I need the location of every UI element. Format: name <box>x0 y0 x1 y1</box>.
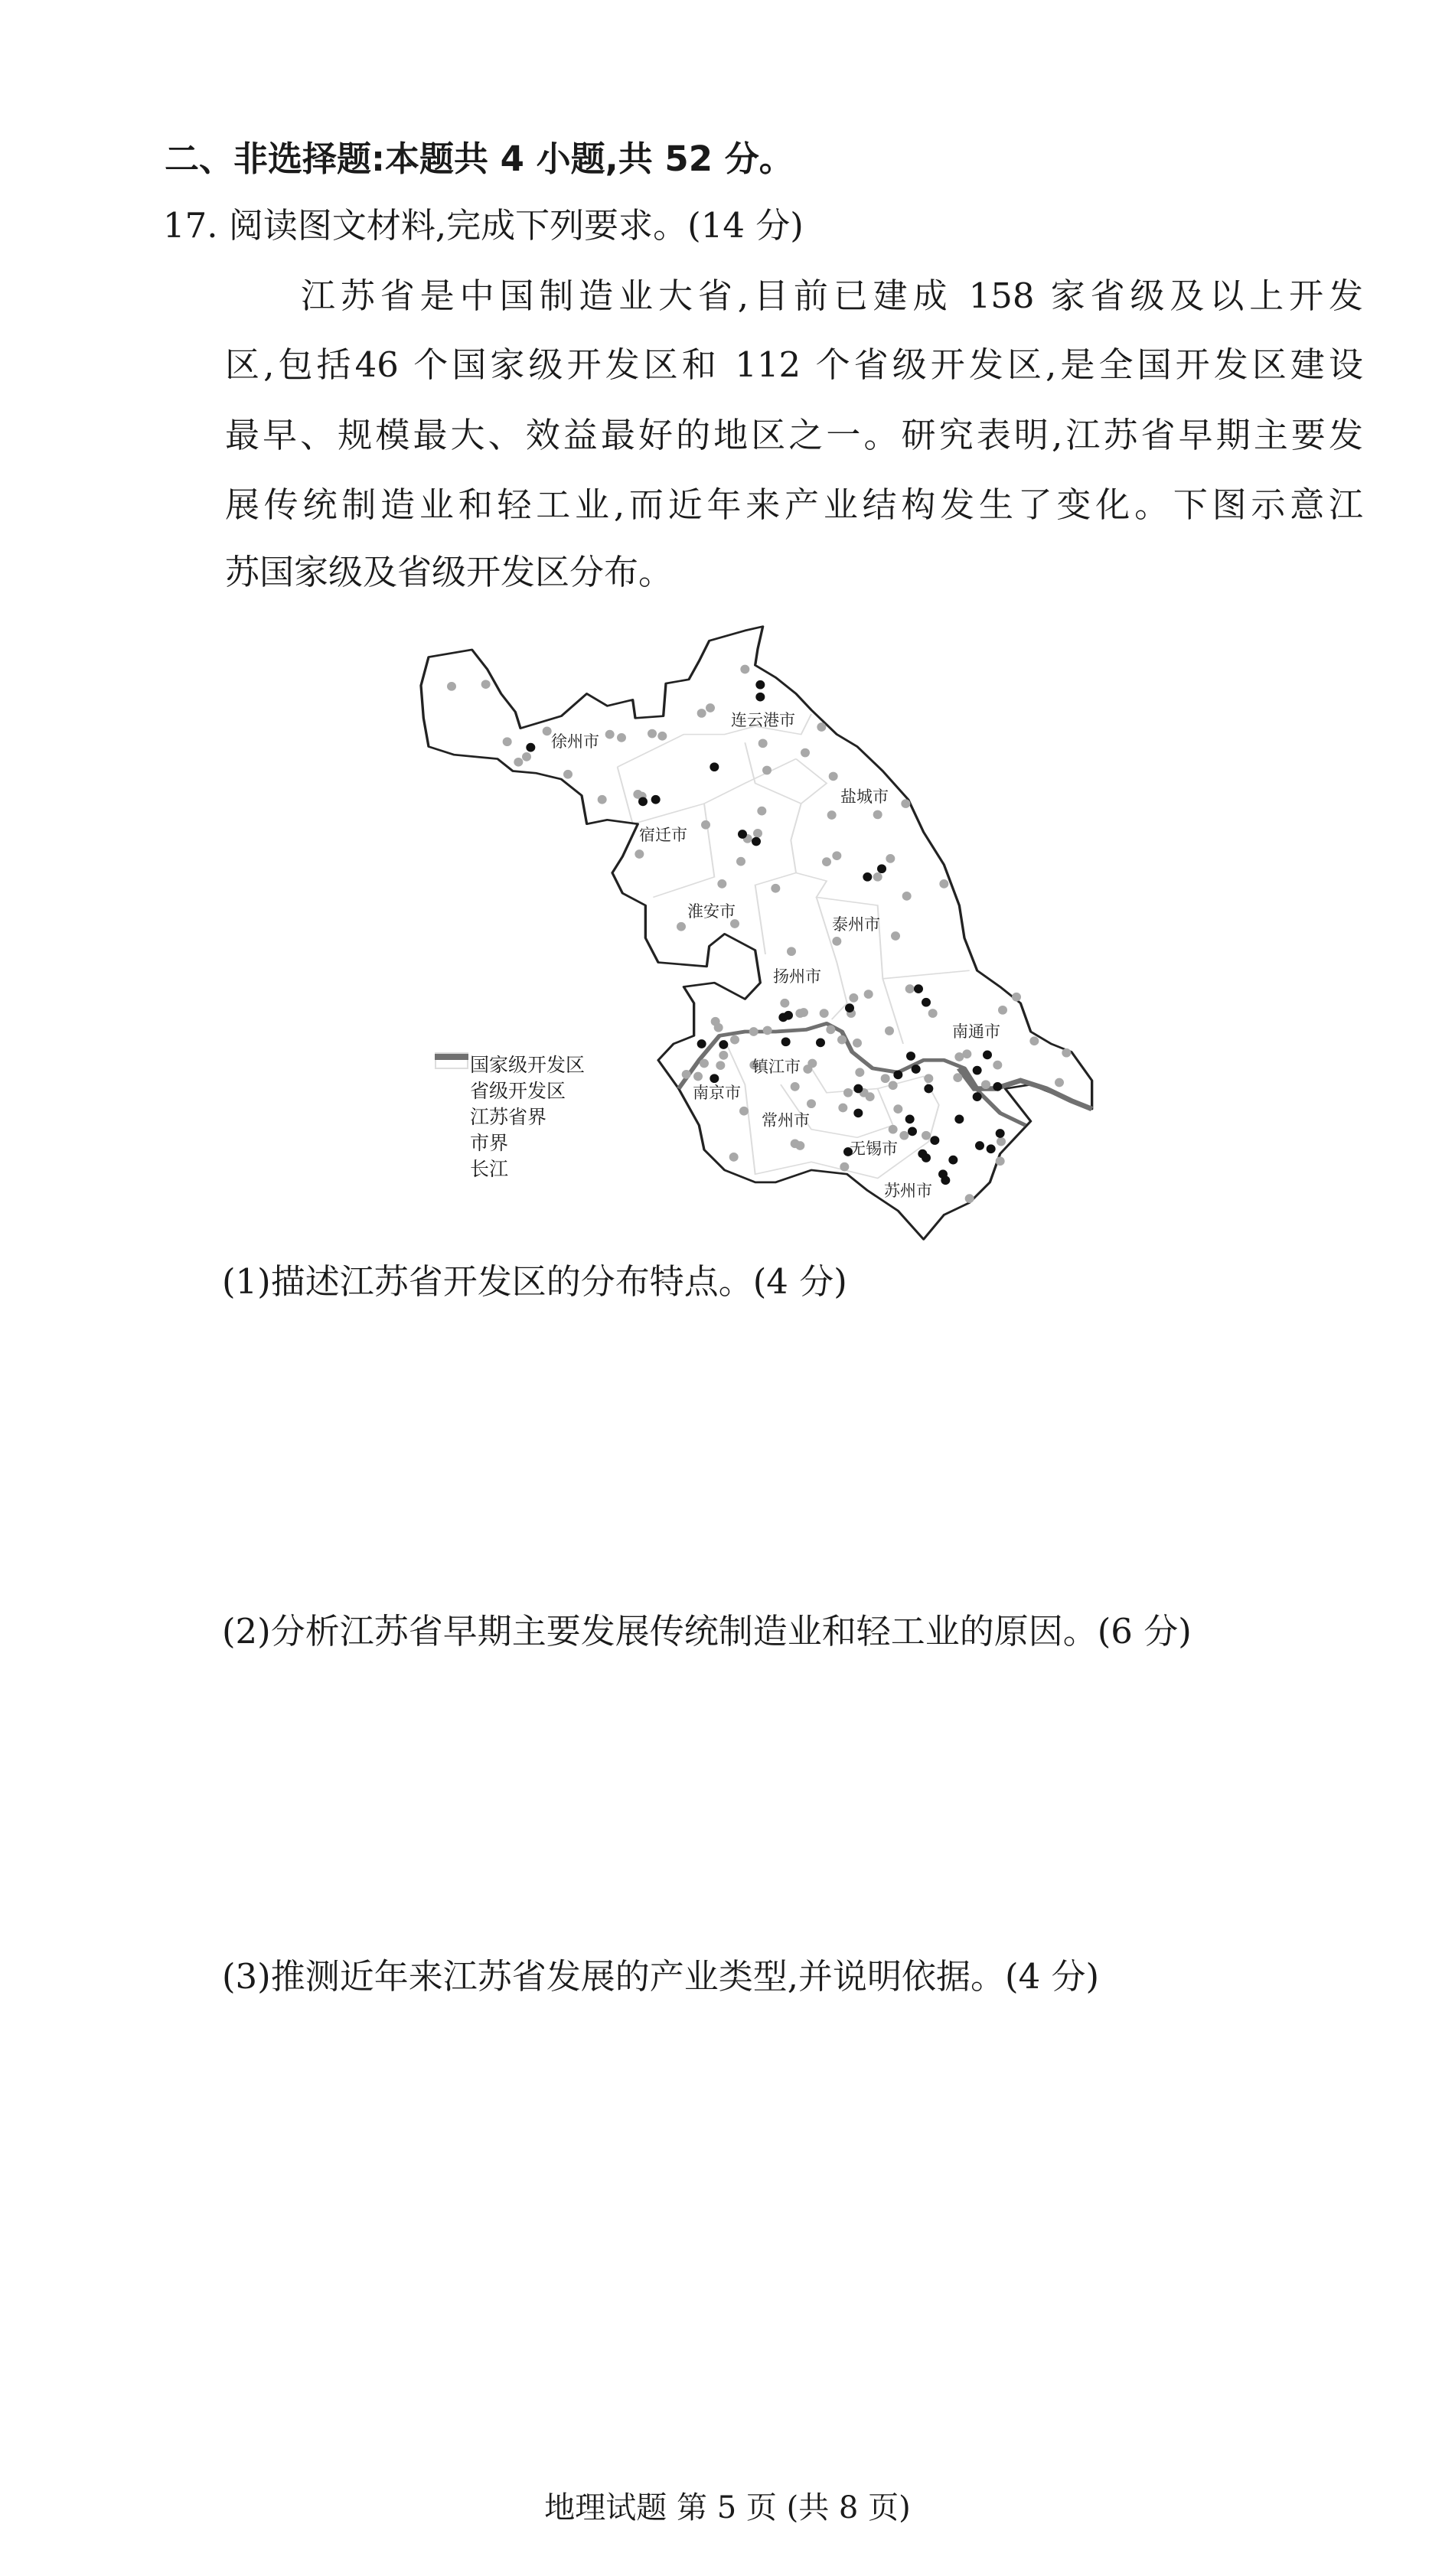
provincial-zone-dot <box>717 879 726 889</box>
legend-label: 江苏省界 <box>470 1106 547 1128</box>
city-label-wuxi: 无锡市 <box>850 1140 898 1158</box>
provincial-zone-dot <box>729 1153 739 1162</box>
provincial-zone-dot <box>922 1131 931 1140</box>
provincial-zone-dot <box>522 752 531 761</box>
provincial-zone-dot <box>714 1023 723 1032</box>
national-zone-dot <box>987 1144 996 1153</box>
provincial-zone-dot <box>817 722 826 732</box>
provincial-zone-dot <box>829 772 838 781</box>
legend-label: 省级开发区 <box>470 1080 566 1102</box>
provincial-zone-dot <box>706 703 715 712</box>
national-zone-dot <box>908 1127 917 1136</box>
national-zone-dot <box>755 693 765 702</box>
paragraph-line: 展传统制造业和轻工业,而近年来产业结构发生了变化。下图示意江 <box>225 484 1363 525</box>
yangtze-estuary <box>959 1068 1091 1109</box>
national-zone-dot <box>651 795 661 804</box>
provincial-zone-dot <box>617 733 626 742</box>
provincial-zone-dot <box>758 739 768 748</box>
city-border <box>796 873 970 979</box>
national-zone-dot <box>752 837 761 846</box>
provincial-zone-dot <box>832 937 841 946</box>
provincial-zone-dot <box>939 879 948 889</box>
provincial-zone-dot <box>827 810 837 820</box>
national-zone-dot <box>924 1084 933 1094</box>
national-zone-dot <box>941 1176 950 1185</box>
provincial-zone-dot <box>996 1156 1005 1166</box>
sub-question-3: (3)推测近年来江苏省发展的产业类型,并说明依据。(4 分) <box>222 1956 1100 1997</box>
national-zone-dot <box>973 1066 982 1075</box>
provincial-zone-dot <box>697 709 706 718</box>
provincial-zone-dot <box>677 922 686 931</box>
paragraph-line: 区,包括46 个国家级开发区和 112 个省级开发区,是全国开发区建设 <box>225 344 1363 385</box>
provincial-zone-dot <box>739 1107 749 1116</box>
provincial-zone-dot <box>503 737 512 746</box>
provincial-zone-dot <box>901 799 910 808</box>
city-label-yancheng: 盐城市 <box>840 787 889 806</box>
city-border <box>745 742 801 954</box>
city-border <box>796 759 827 804</box>
provincial-zone-dot <box>838 1104 847 1113</box>
national-zone-dot <box>893 1071 902 1080</box>
national-zone-dot <box>975 1141 984 1150</box>
provincial-zone-dot <box>757 807 766 816</box>
legend-city-border <box>435 1130 585 1156</box>
provincial-zone-dot <box>849 993 858 1003</box>
provincial-zone-dot <box>981 1080 990 1089</box>
provincial-zone-dot <box>787 947 796 956</box>
provincial-zone-dot <box>763 1026 772 1035</box>
paragraph-line: 最早、规模最大、效益最好的地区之一。研究表明,江苏省早期主要发 <box>225 415 1363 455</box>
legend-province-border <box>435 1104 585 1130</box>
national-zone-dot <box>853 1084 863 1094</box>
national-zone-dot <box>816 1039 825 1048</box>
legend-label: 市界 <box>470 1132 509 1154</box>
national-zone-dot <box>906 1052 915 1061</box>
provincial-zone-dot <box>635 849 644 859</box>
provincial-zone-dot <box>736 857 745 866</box>
provincial-zone-dot <box>719 1051 728 1060</box>
provincial-zone-dot <box>962 1049 971 1058</box>
city-label-changzhou: 常州市 <box>762 1111 810 1130</box>
legend-label: 国家级开发区 <box>470 1054 586 1076</box>
provincial-zone-dot <box>853 1039 862 1048</box>
national-zone-dot <box>784 1011 793 1020</box>
city-border <box>653 804 714 897</box>
national-zone-dot <box>922 998 931 1007</box>
provincial-zone-dot <box>889 1125 898 1134</box>
national-zone-dot <box>914 984 923 993</box>
provincial-zone-dot <box>965 1194 974 1203</box>
city-label-suzhou: 苏州市 <box>884 1182 932 1200</box>
national-zone-dot <box>845 1003 854 1012</box>
city-label-taizhou: 泰州市 <box>832 915 880 934</box>
national-zone-dot <box>877 864 886 873</box>
national-zone-dot <box>912 1065 921 1074</box>
provincial-zone-dot <box>799 1008 808 1017</box>
provincial-zone-dot <box>762 766 772 775</box>
provincial-zone-dot <box>447 682 456 691</box>
national-zone-dot <box>930 1136 939 1145</box>
provincial-zone-dot <box>889 1081 898 1090</box>
provincial-zone-dot <box>899 1131 909 1140</box>
provincial-zone-dot <box>837 1035 847 1045</box>
national-zone-dot <box>738 830 747 839</box>
national-zone-dot <box>973 1092 982 1101</box>
paragraph-line: 江苏省是中国制造业大省,目前已建成 158 家省级及以上开发 <box>301 276 1363 316</box>
provincial-zone-dot <box>881 1074 890 1083</box>
provincial-zone-dot <box>693 1072 703 1081</box>
jiangsu-development-zone-map <box>367 612 1163 1247</box>
national-zone-dot <box>905 1115 915 1124</box>
sub-question-1: (1)描述江苏省开发区的分布特点。(4 分) <box>222 1261 847 1302</box>
provincial-zone-dot <box>657 732 667 741</box>
provincial-zone-dot <box>730 1035 739 1045</box>
national-zone-dot <box>922 1153 931 1162</box>
provincial-zone-dot <box>749 1027 758 1036</box>
national-zone-dot <box>983 1050 992 1059</box>
provincial-zone-dot <box>648 729 657 739</box>
city-label-xuzhou: 徐州市 <box>551 732 599 751</box>
city-label-nanjing: 南京市 <box>693 1084 741 1102</box>
national-zone-dot <box>697 1039 706 1048</box>
provincial-zone-dot <box>855 1068 864 1077</box>
national-zone-dot <box>719 1040 728 1049</box>
provincial-zone-dot <box>682 1070 691 1079</box>
provincial-zone-dot <box>840 1162 849 1172</box>
provincial-zone-dot <box>928 1009 938 1018</box>
provincial-zone-dot <box>891 931 900 941</box>
city-label-lianyungang: 连云港市 <box>731 711 795 729</box>
provincial-zone-dot <box>905 984 915 993</box>
provincial-zone-dot <box>481 680 491 689</box>
legend-label: 长江 <box>470 1158 509 1180</box>
provincial-zone-dot <box>700 1059 709 1068</box>
provincial-zone-dot <box>1062 1048 1071 1058</box>
provincial-zone-dot <box>753 829 762 838</box>
provincial-zone-dot <box>795 1141 804 1150</box>
national-zone-dot <box>863 872 872 882</box>
provincial-zone-dot <box>843 1088 853 1097</box>
provincial-zone-dot <box>993 1061 1002 1070</box>
provincial-zone-dot <box>893 1104 902 1114</box>
city-label-huaian: 淮安市 <box>687 902 736 921</box>
provincial-zone-dot <box>924 1074 933 1083</box>
provincial-zone-dot <box>701 820 710 830</box>
provincial-zone-dot <box>803 1065 812 1074</box>
national-zone-dot <box>710 762 719 771</box>
provincial-zone-dot <box>873 872 882 882</box>
provincial-zone-dot <box>886 854 895 863</box>
provincial-zone-dot <box>807 1099 816 1108</box>
national-zone-dot <box>954 1115 964 1124</box>
national-zone-dot <box>948 1156 957 1165</box>
provincial-zone-dot <box>873 810 882 820</box>
section-heading: 二、非选择题:本题共 4 小题,共 52 分。 <box>165 139 794 179</box>
provincial-zone-dot <box>997 1137 1006 1146</box>
provincial-zone-dot <box>563 770 573 779</box>
legend-provincial <box>435 1078 585 1104</box>
provincial-zone-dot <box>780 999 789 1008</box>
provincial-zone-dot <box>771 884 780 893</box>
sub-question-2: (2)分析江苏省早期主要发展传统制造业和轻工业的原因。(6 分) <box>222 1611 1192 1652</box>
city-label-nantong: 南通市 <box>952 1022 1000 1041</box>
provincial-zone-dot <box>716 1061 725 1070</box>
provincial-zone-dot <box>820 1009 829 1018</box>
national-zone-dot <box>526 743 535 752</box>
paragraph-line: 苏国家级及省级开发区分布。 <box>225 552 674 592</box>
provincial-zone-dot <box>822 857 831 866</box>
provincial-zone-dot <box>832 851 841 860</box>
provincial-zone-dot <box>1029 1036 1039 1045</box>
provincial-zone-dot <box>1055 1078 1064 1087</box>
national-zone-dot <box>993 1082 1002 1091</box>
city-label-zhenjiang: 镇江市 <box>752 1058 801 1076</box>
page-footer: 地理试题 第 5 页 (共 8 页) <box>544 2490 911 2525</box>
national-zone-dot <box>853 1109 863 1118</box>
provincial-zone-dot <box>791 1082 800 1091</box>
provincial-zone-dot <box>543 727 552 736</box>
provincial-zone-dot <box>864 990 873 999</box>
provincial-zone-dot <box>740 665 749 674</box>
city-label-suqian: 宿迁市 <box>639 826 687 844</box>
provincial-zone-dot <box>1012 993 1021 1002</box>
provincial-zone-dot <box>801 748 810 758</box>
provincial-zone-dot <box>598 795 607 804</box>
provincial-zone-dot <box>885 1026 894 1035</box>
provincial-zone-dot <box>514 758 523 767</box>
city-label-yangzhou: 扬州市 <box>773 967 821 986</box>
national-zone-dot <box>755 680 765 690</box>
map-legend <box>435 1052 585 1182</box>
provincial-zone-dot <box>826 1026 835 1035</box>
provincial-zone-dot <box>998 1006 1007 1015</box>
provincial-zone-dot <box>953 1073 962 1082</box>
provincial-zone-dot <box>902 892 912 901</box>
national-zone-dot <box>996 1129 1005 1138</box>
national-zone-dot <box>781 1037 791 1046</box>
question-title: 17. 阅读图文材料,完成下列要求。(14 分) <box>163 205 804 246</box>
national-zone-dot <box>638 797 648 807</box>
legend-river <box>435 1156 585 1182</box>
provincial-zone-dot <box>605 730 615 739</box>
city-border <box>882 979 903 1044</box>
